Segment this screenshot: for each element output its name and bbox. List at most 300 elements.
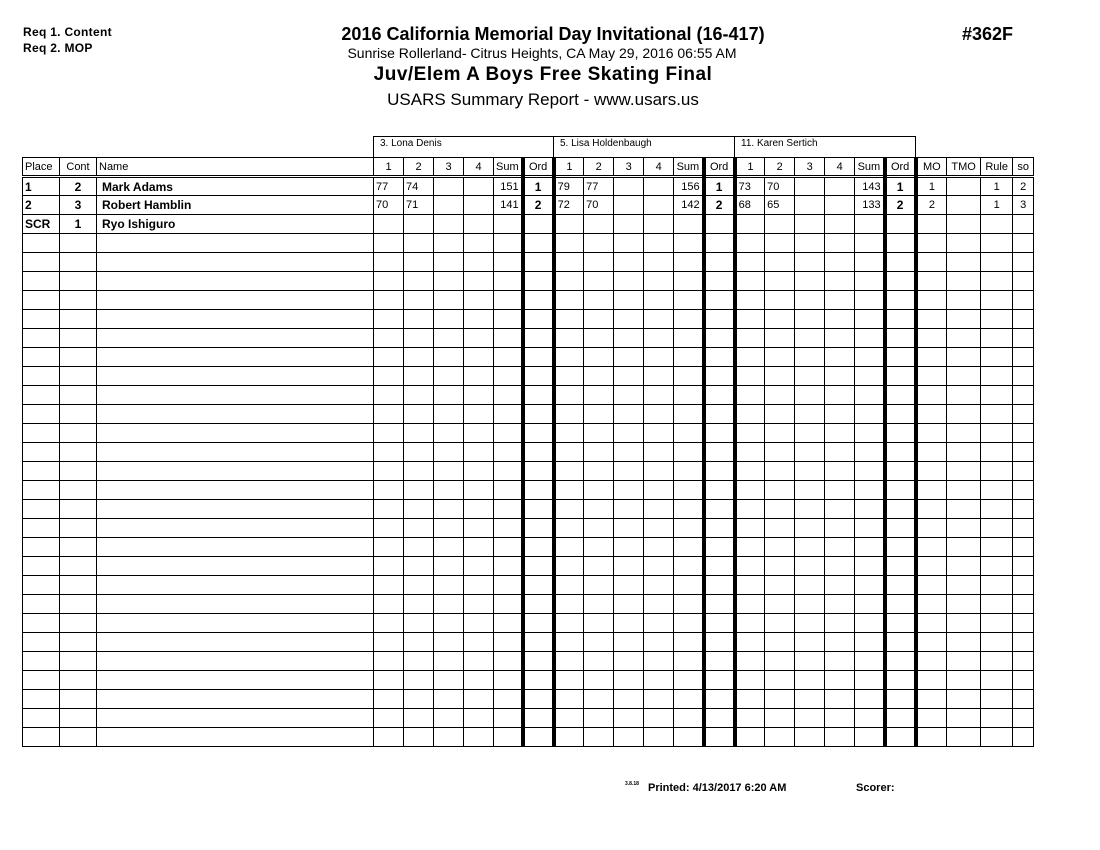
judge-ordinal bbox=[704, 291, 735, 310]
score-1 bbox=[735, 728, 765, 747]
score-3 bbox=[614, 614, 644, 633]
mo-cell bbox=[916, 481, 947, 500]
score-2 bbox=[584, 272, 614, 291]
so-cell bbox=[1013, 215, 1034, 234]
score-2 bbox=[584, 443, 614, 462]
score-2 bbox=[765, 500, 795, 519]
place-cell: 2 bbox=[23, 196, 60, 215]
empty-row bbox=[23, 253, 1034, 272]
venue-date: Sunrise Rollerland- Citrus Heights, CA May 29, 2016 06:55 AM bbox=[347, 45, 737, 61]
score-3 bbox=[614, 291, 644, 310]
rule-cell bbox=[981, 614, 1013, 633]
score-4 bbox=[825, 329, 855, 348]
score-4 bbox=[644, 291, 674, 310]
score-1 bbox=[735, 595, 765, 614]
score-4 bbox=[825, 690, 855, 709]
mo-cell bbox=[916, 348, 947, 367]
judge-ordinal bbox=[704, 272, 735, 291]
score-2 bbox=[584, 405, 614, 424]
cont-cell bbox=[60, 595, 97, 614]
rule-cell bbox=[981, 310, 1013, 329]
score-2 bbox=[584, 519, 614, 538]
score-4 bbox=[825, 177, 855, 196]
so-cell bbox=[1013, 329, 1034, 348]
judge-2-header: 5. Lisa Holdenbaugh bbox=[553, 136, 735, 157]
empty-row bbox=[23, 595, 1034, 614]
score-1 bbox=[554, 386, 584, 405]
score-3 bbox=[795, 538, 825, 557]
score-sum bbox=[494, 405, 523, 424]
score-3 bbox=[434, 557, 464, 576]
score-2: 65 bbox=[765, 196, 795, 215]
mo-cell bbox=[916, 557, 947, 576]
score-3 bbox=[434, 519, 464, 538]
score-2 bbox=[584, 652, 614, 671]
judge-ordinal bbox=[704, 728, 735, 747]
score-2 bbox=[404, 443, 434, 462]
score-4 bbox=[825, 405, 855, 424]
score-1 bbox=[554, 424, 584, 443]
score-3 bbox=[614, 348, 644, 367]
score-sum bbox=[855, 367, 885, 386]
score-1 bbox=[374, 690, 404, 709]
score-2 bbox=[765, 519, 795, 538]
judge-ordinal bbox=[523, 481, 554, 500]
score-1: 72 bbox=[554, 196, 584, 215]
col-judge1-ord: Ord bbox=[523, 158, 554, 177]
score-2 bbox=[765, 215, 795, 234]
empty-row bbox=[23, 310, 1034, 329]
score-1 bbox=[735, 253, 765, 272]
score-1 bbox=[374, 424, 404, 443]
rule-cell bbox=[981, 709, 1013, 728]
version-label: 3.8.18 bbox=[625, 781, 639, 787]
score-2 bbox=[584, 728, 614, 747]
col-rule: Rule bbox=[981, 158, 1013, 177]
score-3 bbox=[795, 367, 825, 386]
score-3 bbox=[614, 253, 644, 272]
empty-row bbox=[23, 728, 1034, 747]
place-cell bbox=[23, 671, 60, 690]
judge-ordinal bbox=[523, 595, 554, 614]
judge-ordinal bbox=[885, 424, 916, 443]
score-2 bbox=[404, 424, 434, 443]
score-4 bbox=[464, 291, 494, 310]
score-2 bbox=[765, 462, 795, 481]
tmo-cell bbox=[947, 728, 981, 747]
score-sum bbox=[855, 519, 885, 538]
rule-cell bbox=[981, 652, 1013, 671]
so-cell bbox=[1013, 576, 1034, 595]
score-3 bbox=[614, 405, 644, 424]
score-3 bbox=[614, 671, 644, 690]
score-3 bbox=[614, 576, 644, 595]
mo-cell bbox=[916, 272, 947, 291]
judge-ordinal bbox=[523, 215, 554, 234]
judge-ordinal bbox=[523, 538, 554, 557]
so-cell bbox=[1013, 367, 1034, 386]
score-2 bbox=[404, 291, 434, 310]
mo-cell bbox=[916, 424, 947, 443]
score-4 bbox=[825, 614, 855, 633]
score-sum bbox=[855, 424, 885, 443]
score-3 bbox=[434, 424, 464, 443]
place-cell bbox=[23, 253, 60, 272]
score-1 bbox=[374, 633, 404, 652]
score-sum bbox=[674, 386, 704, 405]
score-1 bbox=[735, 272, 765, 291]
printed-timestamp: Printed: 4/13/2017 6:20 AM bbox=[648, 782, 787, 794]
score-sum bbox=[855, 234, 885, 253]
requirement-2: Req 2. MOP bbox=[23, 41, 93, 55]
score-4 bbox=[464, 253, 494, 272]
score-3 bbox=[434, 443, 464, 462]
judge-ordinal bbox=[704, 367, 735, 386]
judge-ordinal bbox=[704, 405, 735, 424]
score-1 bbox=[554, 215, 584, 234]
mo-cell bbox=[916, 367, 947, 386]
score-4 bbox=[644, 443, 674, 462]
score-1 bbox=[735, 386, 765, 405]
cont-cell bbox=[60, 386, 97, 405]
score-4 bbox=[644, 671, 674, 690]
score-3 bbox=[434, 652, 464, 671]
score-2 bbox=[765, 614, 795, 633]
score-sum bbox=[494, 709, 523, 728]
score-1 bbox=[735, 690, 765, 709]
skater-name bbox=[97, 519, 374, 538]
rule-cell: 1 bbox=[981, 177, 1013, 196]
place-cell bbox=[23, 367, 60, 386]
cont-cell bbox=[60, 234, 97, 253]
score-sum bbox=[674, 329, 704, 348]
score-1 bbox=[554, 367, 584, 386]
empty-row bbox=[23, 481, 1034, 500]
score-1 bbox=[554, 234, 584, 253]
tmo-cell bbox=[947, 652, 981, 671]
score-3 bbox=[614, 386, 644, 405]
place-cell bbox=[23, 424, 60, 443]
place-cell bbox=[23, 633, 60, 652]
score-3 bbox=[614, 690, 644, 709]
score-4 bbox=[825, 500, 855, 519]
place-cell bbox=[23, 557, 60, 576]
mo-cell bbox=[916, 614, 947, 633]
tmo-cell bbox=[947, 595, 981, 614]
skater-name bbox=[97, 690, 374, 709]
tmo-cell bbox=[947, 690, 981, 709]
judge-ordinal bbox=[523, 519, 554, 538]
score-sum bbox=[674, 215, 704, 234]
score-2 bbox=[765, 234, 795, 253]
place-cell bbox=[23, 652, 60, 671]
score-1 bbox=[374, 310, 404, 329]
score-2 bbox=[404, 690, 434, 709]
score-1 bbox=[554, 481, 584, 500]
place-cell bbox=[23, 272, 60, 291]
score-sum bbox=[855, 633, 885, 652]
score-2 bbox=[404, 614, 434, 633]
score-1 bbox=[374, 348, 404, 367]
cont-cell bbox=[60, 557, 97, 576]
cont-cell bbox=[60, 481, 97, 500]
cont-cell bbox=[60, 348, 97, 367]
rule-cell bbox=[981, 215, 1013, 234]
score-1 bbox=[735, 405, 765, 424]
score-3 bbox=[434, 177, 464, 196]
judge-ordinal bbox=[885, 481, 916, 500]
score-sum bbox=[674, 443, 704, 462]
score-1: 73 bbox=[735, 177, 765, 196]
mo-cell: 1 bbox=[916, 177, 947, 196]
place-cell bbox=[23, 576, 60, 595]
col-judge2-ord: Ord bbox=[704, 158, 735, 177]
score-3 bbox=[434, 253, 464, 272]
score-4 bbox=[825, 728, 855, 747]
score-4 bbox=[825, 481, 855, 500]
tmo-cell bbox=[947, 215, 981, 234]
score-4 bbox=[644, 272, 674, 291]
skater-name bbox=[97, 728, 374, 747]
so-cell bbox=[1013, 234, 1034, 253]
score-sum bbox=[674, 500, 704, 519]
score-sum bbox=[494, 291, 523, 310]
tmo-cell bbox=[947, 405, 981, 424]
skater-name bbox=[97, 348, 374, 367]
score-sum bbox=[855, 614, 885, 633]
score-2 bbox=[584, 576, 614, 595]
score-3 bbox=[614, 424, 644, 443]
score-sum bbox=[494, 690, 523, 709]
score-4 bbox=[825, 272, 855, 291]
score-3 bbox=[795, 386, 825, 405]
score-3 bbox=[434, 386, 464, 405]
score-sum bbox=[855, 595, 885, 614]
judge-ordinal bbox=[885, 690, 916, 709]
score-3 bbox=[795, 500, 825, 519]
so-cell: 2 bbox=[1013, 177, 1034, 196]
col-judge3-3: 3 bbox=[795, 158, 825, 177]
score-2 bbox=[404, 709, 434, 728]
place-cell bbox=[23, 614, 60, 633]
score-1: 68 bbox=[735, 196, 765, 215]
col-tmo: TMO bbox=[947, 158, 981, 177]
so-cell bbox=[1013, 424, 1034, 443]
score-1 bbox=[374, 671, 404, 690]
score-4 bbox=[644, 367, 674, 386]
judge-ordinal bbox=[523, 386, 554, 405]
score-sum: 133 bbox=[855, 196, 885, 215]
score-3 bbox=[614, 462, 644, 481]
place-cell bbox=[23, 709, 60, 728]
score-1 bbox=[735, 519, 765, 538]
score-2 bbox=[765, 291, 795, 310]
score-4 bbox=[464, 367, 494, 386]
skater-name bbox=[97, 614, 374, 633]
mo-cell bbox=[916, 671, 947, 690]
score-2 bbox=[765, 367, 795, 386]
judge-ordinal bbox=[885, 348, 916, 367]
skater-name: Mark Adams bbox=[97, 177, 374, 196]
score-3 bbox=[795, 348, 825, 367]
col-judge2-2: 2 bbox=[584, 158, 614, 177]
score-1 bbox=[374, 728, 404, 747]
score-3 bbox=[614, 728, 644, 747]
judge-ordinal bbox=[523, 310, 554, 329]
score-3 bbox=[434, 272, 464, 291]
tmo-cell bbox=[947, 348, 981, 367]
judge-ordinal bbox=[523, 652, 554, 671]
mo-cell bbox=[916, 500, 947, 519]
score-3 bbox=[614, 177, 644, 196]
score-1: 77 bbox=[374, 177, 404, 196]
judge-ordinal bbox=[523, 709, 554, 728]
skater-name bbox=[97, 291, 374, 310]
competition-title: 2016 California Memorial Day Invitational (16-417) bbox=[341, 24, 765, 44]
score-1 bbox=[735, 576, 765, 595]
rule-cell bbox=[981, 367, 1013, 386]
score-4 bbox=[825, 462, 855, 481]
judge-ordinal bbox=[885, 329, 916, 348]
score-1 bbox=[374, 557, 404, 576]
so-cell bbox=[1013, 538, 1034, 557]
score-4 bbox=[464, 690, 494, 709]
tmo-cell bbox=[947, 709, 981, 728]
score-sum bbox=[855, 576, 885, 595]
score-4 bbox=[464, 614, 494, 633]
score-2 bbox=[765, 405, 795, 424]
score-4 bbox=[464, 633, 494, 652]
score-sum bbox=[494, 234, 523, 253]
score-sum bbox=[855, 310, 885, 329]
col-name: Name bbox=[97, 158, 374, 177]
score-3 bbox=[795, 614, 825, 633]
mo-cell bbox=[916, 595, 947, 614]
place-cell bbox=[23, 481, 60, 500]
report-title: USARS Summary Report - www.usars.us bbox=[387, 90, 699, 109]
score-1 bbox=[374, 595, 404, 614]
place-cell bbox=[23, 443, 60, 462]
judge-ordinal bbox=[704, 329, 735, 348]
skater-name bbox=[97, 367, 374, 386]
score-3 bbox=[434, 500, 464, 519]
score-2 bbox=[584, 690, 614, 709]
score-sum bbox=[494, 481, 523, 500]
score-sum bbox=[855, 272, 885, 291]
cont-cell bbox=[60, 500, 97, 519]
score-1 bbox=[554, 462, 584, 481]
table-header-row bbox=[23, 158, 1034, 177]
col-judge3-sum: Sum bbox=[855, 158, 885, 177]
score-2 bbox=[765, 709, 795, 728]
score-1 bbox=[374, 462, 404, 481]
score-3 bbox=[795, 310, 825, 329]
score-3 bbox=[434, 215, 464, 234]
score-1 bbox=[374, 614, 404, 633]
score-2 bbox=[765, 557, 795, 576]
rule-cell bbox=[981, 253, 1013, 272]
score-4 bbox=[825, 310, 855, 329]
score-2 bbox=[404, 519, 434, 538]
score-4 bbox=[825, 595, 855, 614]
judge-ordinal bbox=[885, 215, 916, 234]
score-4 bbox=[644, 576, 674, 595]
score-4 bbox=[825, 215, 855, 234]
mo-cell bbox=[916, 443, 947, 462]
score-1 bbox=[554, 291, 584, 310]
judge-ordinal bbox=[885, 272, 916, 291]
mo-cell: 2 bbox=[916, 196, 947, 215]
tmo-cell bbox=[947, 177, 981, 196]
score-sum bbox=[855, 405, 885, 424]
score-1 bbox=[735, 234, 765, 253]
so-cell bbox=[1013, 348, 1034, 367]
score-2 bbox=[584, 424, 614, 443]
score-sum bbox=[855, 386, 885, 405]
tmo-cell bbox=[947, 329, 981, 348]
score-3 bbox=[434, 462, 464, 481]
score-1 bbox=[735, 462, 765, 481]
score-2 bbox=[404, 386, 434, 405]
judge-ordinal bbox=[704, 690, 735, 709]
score-sum: 143 bbox=[855, 177, 885, 196]
score-4 bbox=[825, 234, 855, 253]
score-2 bbox=[404, 348, 434, 367]
tmo-cell bbox=[947, 443, 981, 462]
score-1 bbox=[735, 481, 765, 500]
judge-ordinal bbox=[704, 519, 735, 538]
score-3 bbox=[795, 405, 825, 424]
judge-ordinal bbox=[885, 405, 916, 424]
score-1 bbox=[374, 291, 404, 310]
score-1 bbox=[374, 272, 404, 291]
score-3 bbox=[434, 538, 464, 557]
judge-ordinal bbox=[523, 728, 554, 747]
empty-row bbox=[23, 329, 1034, 348]
score-1 bbox=[554, 557, 584, 576]
rule-cell bbox=[981, 671, 1013, 690]
score-3 bbox=[434, 595, 464, 614]
judge-ordinal bbox=[885, 652, 916, 671]
score-1 bbox=[735, 424, 765, 443]
score-1 bbox=[735, 310, 765, 329]
score-1 bbox=[374, 329, 404, 348]
place-cell bbox=[23, 462, 60, 481]
so-cell bbox=[1013, 443, 1034, 462]
so-cell bbox=[1013, 557, 1034, 576]
score-sum bbox=[494, 633, 523, 652]
score-2 bbox=[765, 481, 795, 500]
mo-cell bbox=[916, 728, 947, 747]
score-4 bbox=[825, 652, 855, 671]
mo-cell bbox=[916, 329, 947, 348]
score-4 bbox=[464, 329, 494, 348]
rule-cell bbox=[981, 576, 1013, 595]
score-3 bbox=[795, 291, 825, 310]
tmo-cell bbox=[947, 367, 981, 386]
score-3 bbox=[614, 595, 644, 614]
score-3 bbox=[614, 709, 644, 728]
judge-3-header: 11. Karen Sertich bbox=[734, 136, 916, 157]
score-3 bbox=[614, 443, 644, 462]
judge-ordinal bbox=[885, 310, 916, 329]
score-2 bbox=[765, 576, 795, 595]
skater-name bbox=[97, 405, 374, 424]
col-judge2-1: 1 bbox=[554, 158, 584, 177]
cont-cell bbox=[60, 690, 97, 709]
score-4 bbox=[464, 728, 494, 747]
score-2 bbox=[584, 538, 614, 557]
